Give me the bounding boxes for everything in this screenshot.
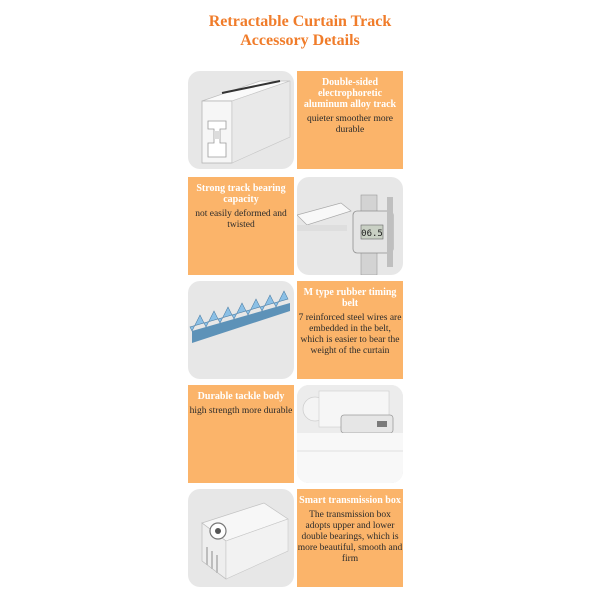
feature-aluminum-track (297, 71, 403, 169)
feature-heading: M type rubber timing belt (303, 287, 397, 309)
feature-body: high strength more durable (189, 406, 293, 416)
transmission-box-photo (188, 489, 294, 587)
feature-body: The transmission box adopts upper and lower double bearings, which is more beautiful, smooth and firm (297, 510, 403, 564)
feature-bearing-capacity (188, 177, 294, 275)
tackle-body-photo (297, 385, 403, 483)
feature-heading: Strong track bearing capacity (196, 183, 286, 205)
feature-heading: Durable tackle body (197, 391, 285, 402)
track-photo (188, 71, 294, 169)
feature-tackle-body (188, 385, 294, 483)
feature-body: quieter smoother more durable (306, 114, 393, 135)
caliper-photo (297, 177, 403, 275)
feature-transmission-box (297, 489, 403, 587)
page-title-line-2: Accessory Details (240, 32, 360, 49)
feature-heading: Smart transmission box (299, 495, 401, 506)
caliper-reading: 06.5 (361, 229, 383, 239)
feature-body: 7 reinforced steel wires are embedded in the belt, which is easier to bear the weight of the curtain (298, 313, 402, 356)
feature-body: not easily deformed and twisted (195, 209, 287, 230)
timing-belt-photo (188, 281, 294, 379)
feature-heading: Double-sided electrophoretic aluminum alloy track (303, 77, 397, 110)
page-title-line-1: Retractable Curtain Track (208, 13, 392, 30)
feature-timing-belt (297, 281, 403, 379)
